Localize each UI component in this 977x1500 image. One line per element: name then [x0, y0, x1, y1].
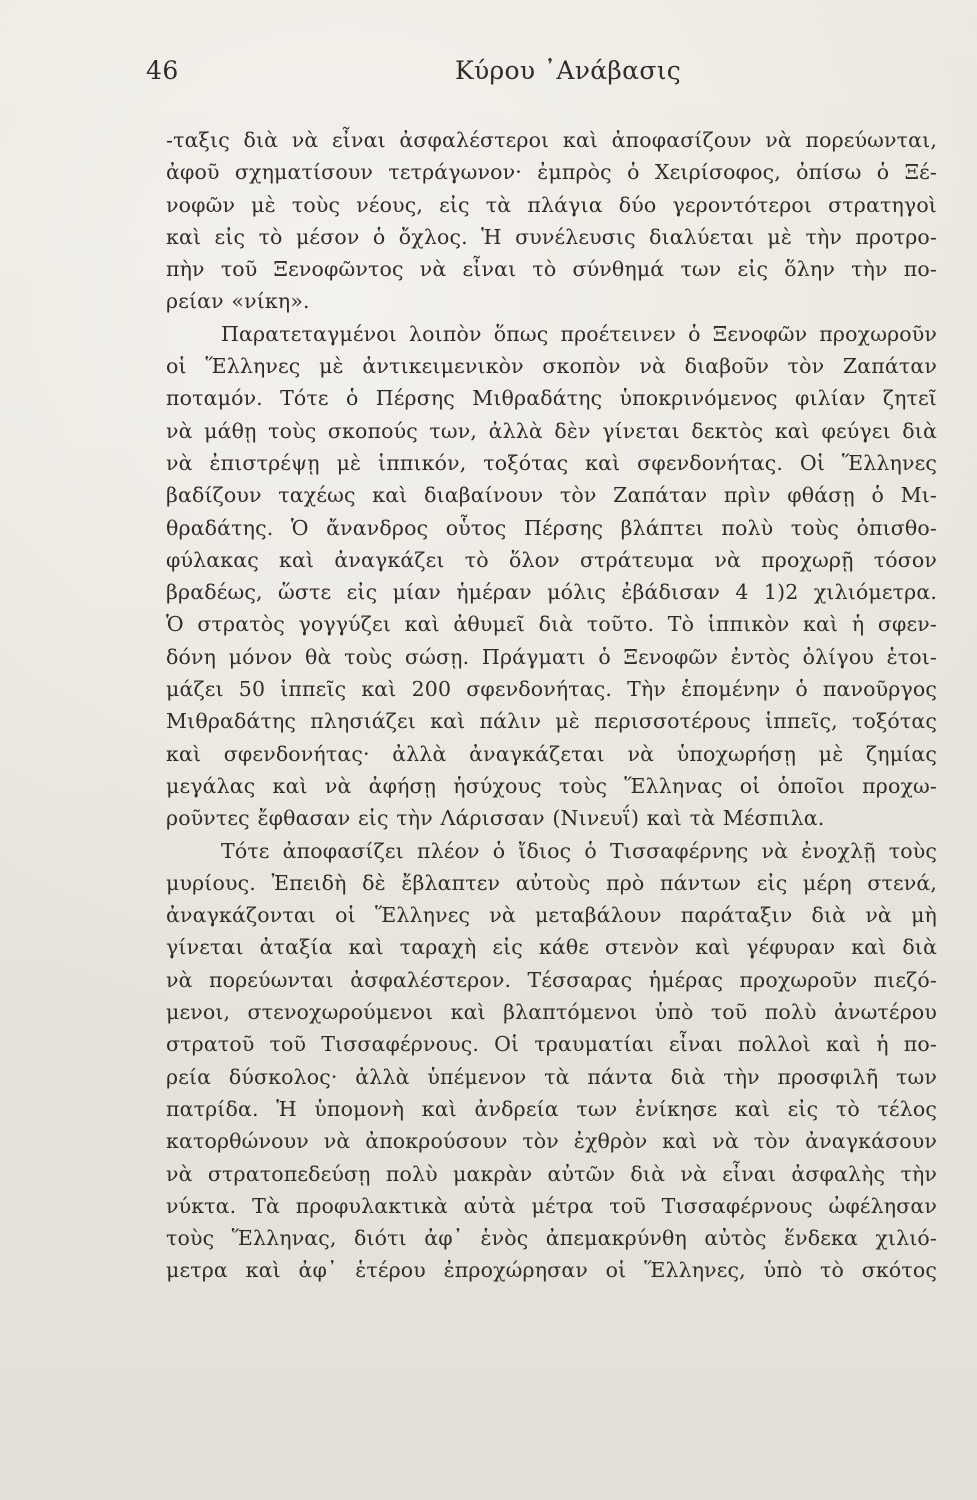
text-line: ρεία δύσκολος· ἀλλὰ ὑπέμενον τὰ πάντα διὰ τὴν προσφιλῆ των — [166, 1064, 937, 1089]
text-line: Ὁ στρατὸς γογγύζει καὶ ἀθυμεῖ διὰ τοῦτο. Τὸ ἱππικὸν καὶ ἡ σφεν- — [166, 612, 937, 637]
text-line: βαδίζουν ταχέως καὶ διαβαίνουν τὸν Ζαπάταν πρὶν φθάσῃ ὁ Μι- — [166, 483, 937, 508]
text-line: μάζει 50 ἱππεῖς καὶ 200 σφενδονήτας. Τὴν ἑπομένην ὁ πανοῦργος — [166, 677, 937, 702]
text-line: ποταμόν. Τότε ὁ Πέρσης Μιθραδάτης ὑποκρινόμενος φιλίαν ζητεῖ — [166, 386, 937, 411]
text-line: οἱ Ἕλληνες μὲ ἀντικειμενικὸν σκοπὸν νὰ διαβοῦν τὸν Ζαπάταν — [166, 354, 937, 379]
bleed-through-shadow — [789, 52, 959, 98]
text-line: νὰ ἐπιστρέψῃ μὲ ἱππικόν, τοξότας καὶ σφενδονήτας. Οἱ Ἕλληνες — [166, 450, 937, 475]
page-number: 46 — [146, 56, 179, 85]
text-line: νύκτα. Τὰ προφυλακτικὰ αὐτὰ μέτρα τοῦ Τισσαφέρνους ὠφέλησαν — [166, 1193, 937, 1218]
text-line: μενοι, στενοχωρούμενοι καὶ βλαπτόμενοι ὑπὸ τοῦ πολὺ ἀνωτέρου — [166, 1000, 937, 1025]
text-line: -ταξις διὰ νὰ εἶναι ἀσφαλέστεροι καὶ ἀποφασίζουν νὰ πορεύωνται, — [166, 128, 937, 152]
text-line: ἀναγκάζονται οἱ Ἕλληνες νὰ μεταβάλουν παράταξιν διὰ νὰ μὴ — [166, 903, 937, 928]
text-line: πὴν τοῦ Ξενοφῶντος νὰ εἶναι τὸ σύνθημά των εἰς ὅλην τὴν πο- — [166, 257, 937, 282]
text-line: νὰ πορεύωνται ἀσφαλέστερον. Τέσσαρας ἡμέρας προχωροῦν πιεζό- — [166, 967, 937, 992]
text-line: Παρατεταγμένοι λοιπὸν ὅπως προέτεινεν ὁ Ξενοφῶν προχωροῦν — [221, 321, 937, 346]
text-line: μετρα καὶ ἀφ᾿ ἑτέρου ἐπροχώρησαν οἱ Ἕλληνες, ὑπὸ τὸ σκότος — [166, 1258, 937, 1283]
text-line: τοὺς Ἕλληνας, διότι ἀφ᾿ ἑνὸς ἀπεμακρύνθη αὐτὸς ἕνδεκα χιλιό- — [166, 1226, 937, 1251]
text-line: δόνη μόνον θὰ τοὺς σώσῃ. Πράγματι ὁ Ξενοφῶν ἐντὸς ὀλίγου ἑτοι- — [166, 644, 937, 669]
text-line: Τότε ἀποφασίζει πλέον ὁ ἴδιος ὁ Τισσαφέρνης νὰ ἐνοχλῇ τοὺς — [221, 838, 937, 863]
text-line: καὶ σφενδονήτας· ἀλλὰ ἀναγκάζεται νὰ ὑποχωρήσῃ μὲ ζημίας — [166, 741, 937, 766]
text-line: καὶ εἰς τὸ μέσον ὁ ὄχλος. Ἡ συνέλευσις διαλύεται μὲ τὴν προτρο- — [166, 224, 937, 249]
text-line: φύλακας καὶ ἀναγκάζει τὸ ὅλον στράτευμα νὰ προχωρῇ τόσον — [166, 547, 937, 572]
body-text — [166, 124, 937, 1287]
text-line: στρατοῦ τοῦ Τισσαφέρνους. Οἱ τραυματίαι εἶναι πολλοὶ καὶ ἡ πο- — [166, 1032, 937, 1057]
text-line: κατορθώνουν νὰ ἀποκρούσουν τὸν ἐχθρὸν καὶ νὰ τὸν ἀναγκάσουν — [166, 1129, 937, 1154]
text-line: γίνεται ἀταξία καὶ ταραχὴ εἰς κάθε στενὸν καὶ γέφυραν καὶ διὰ — [166, 935, 937, 960]
text-line: πατρίδα. Ἡ ὑπομονὴ καὶ ἀνδρεία των ἐνίκησε καὶ εἰς τὸ τέλος — [166, 1096, 937, 1121]
text-line: θραδάτης. Ὁ ἄνανδρος οὗτος Πέρσης βλάπτει πολὺ τοὺς ὀπισθο- — [166, 515, 937, 540]
text-line: βραδέως, ὥστε εἰς μίαν ἡμέραν μόλις ἐβάδισαν 4 1)2 χιλιόμετρα. — [166, 580, 937, 605]
text-line: Μιθραδάτης πλησιάζει καὶ πάλιν μὲ περισσοτέρους ἱππεῖς, τοξότας — [166, 709, 937, 734]
text-line: νοφῶν μὲ τοὺς νέους, εἰς τὰ πλάγια δύο γεροντότεροι στρατηγοὶ — [166, 192, 937, 217]
text-line: μεγάλας καὶ νὰ ἀφήσῃ ἡσύχους τοὺς Ἕλληνας οἱ ὁποῖοι προχω- — [166, 773, 937, 798]
text-line: ροῦντες ἔφθασαν εἰς τὴν Λάρισσαν (Νινευΐ) καὶ τὰ Μέσπιλα. — [166, 806, 825, 831]
text-line: ἀφοῦ σχηματίσουν τετράγωνον· ἐμπρὸς ὁ Χειρίσοφος, ὀπίσω ὁ Ξέ- — [166, 160, 937, 185]
running-head: Κύρου ᾿Ανάβασις — [455, 56, 682, 85]
text-line: νὰ μάθῃ τοὺς σκοπούς των, ἀλλὰ δὲν γίνεται δεκτὸς καὶ φεύγει διὰ — [166, 418, 937, 443]
text-line: νὰ στρατοπεδεύσῃ πολὺ μακρὰν αὐτῶν διὰ νὰ εἶναι ἀσφαλὴς τὴν — [166, 1161, 937, 1186]
text-line: ρείαν «νίκη». — [166, 289, 310, 314]
text-line: μυρίους. Ἐπειδὴ δὲ ἔβλαπτεν αὐτοὺς πρὸ πάντων εἰς μέρη στενά, — [166, 870, 937, 895]
